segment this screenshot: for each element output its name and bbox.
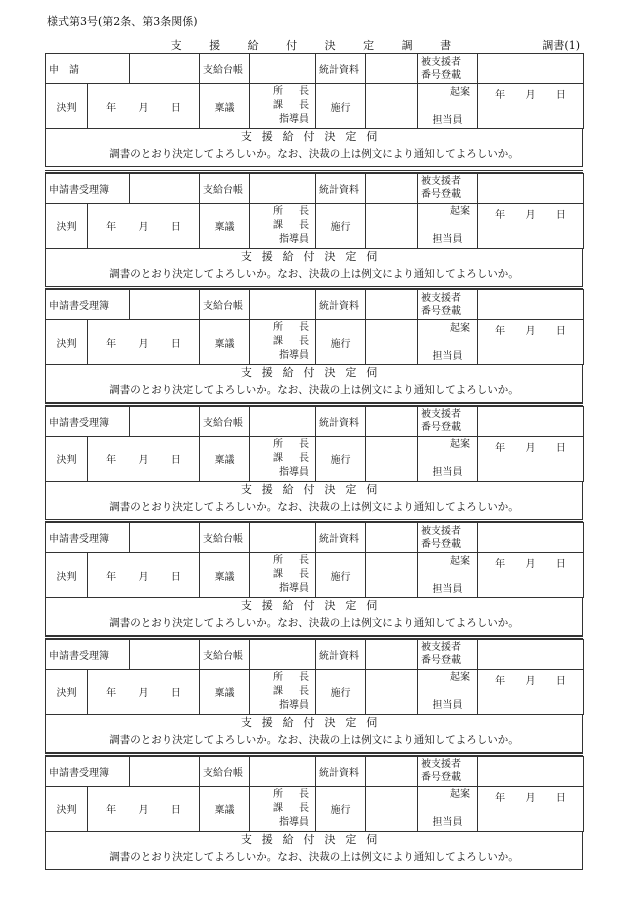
- first-label: 申請書受理簿: [49, 534, 109, 546]
- day-label: 日: [555, 442, 566, 454]
- registration-value-cell[interactable]: [478, 756, 584, 786]
- ketsuhan-label: 決判: [46, 203, 88, 248]
- shiko-value-cell[interactable]: [366, 553, 418, 598]
- statistics-value-cell[interactable]: [366, 54, 418, 84]
- ledger-value-cell[interactable]: [250, 54, 316, 84]
- registration-label-line1: 被支援者: [421, 525, 461, 537]
- ledger-value-cell[interactable]: [250, 523, 316, 553]
- first-value-cell[interactable]: [130, 523, 200, 553]
- kian-label: 起案: [450, 206, 470, 218]
- registration-value-cell[interactable]: [478, 290, 584, 320]
- registration-label: [418, 523, 478, 553]
- statistics-value-cell[interactable]: [366, 756, 418, 786]
- month-label: 月: [138, 805, 149, 817]
- decision-text: 調書のとおり決定してよろしいか。なお、決裁の上は例文により通知してよろしいか。: [45, 731, 583, 753]
- ketsuhan-label: 決判: [46, 553, 88, 598]
- first-value-cell[interactable]: [130, 173, 200, 203]
- day-label: 日: [170, 805, 181, 817]
- director-label: 所長: [273, 555, 325, 567]
- month-label: 月: [525, 675, 536, 687]
- approvers-cell: [250, 669, 325, 714]
- ledger-value-cell[interactable]: [250, 756, 316, 786]
- registration-label-line1: 被支援者: [421, 642, 461, 654]
- first-label: 申請書受理簿: [49, 184, 109, 196]
- registration-label-line2: 番号登載: [421, 305, 461, 317]
- director-label: 所長: [273, 322, 325, 334]
- year-label: 年: [495, 559, 506, 571]
- first-label-cell: [46, 290, 130, 320]
- ledger-label: 支給台帳: [200, 173, 250, 203]
- kian-date-cell[interactable]: [478, 553, 584, 598]
- instructor-label: 指導員: [279, 350, 309, 362]
- ketsuhan-label: 決判: [46, 84, 88, 129]
- decision-block: [45, 170, 583, 287]
- ketsuhan-date-cell[interactable]: [88, 786, 200, 831]
- registration-value-cell[interactable]: [478, 54, 584, 84]
- registration-label-line1: 被支援者: [421, 292, 461, 304]
- ringi-label: 稟議: [200, 84, 250, 129]
- decision-title: 支援給付決定伺: [45, 129, 583, 145]
- ledger-value-cell[interactable]: [250, 173, 316, 203]
- day-label: 日: [555, 792, 566, 804]
- year-label: 年: [495, 675, 506, 687]
- first-label-cell: [46, 54, 130, 84]
- ledger-label: 支給台帳: [200, 54, 250, 84]
- approvers-cell: [250, 786, 325, 831]
- year-label: 年: [106, 805, 117, 817]
- document-number: 調書(1): [542, 39, 580, 52]
- first-label: 申請書受理簿: [49, 650, 109, 662]
- first-value-cell[interactable]: [130, 54, 200, 84]
- section-chief-label: 課長: [273, 219, 325, 231]
- director-label: 所長: [273, 671, 325, 683]
- month-label: 月: [138, 571, 149, 583]
- kian-date-cell[interactable]: [478, 669, 584, 714]
- section-chief-label: 課長: [273, 569, 325, 581]
- first-label: 申請書受理簿: [49, 767, 109, 779]
- director-label: 所長: [273, 205, 325, 217]
- section-chief-label: 課長: [273, 685, 325, 697]
- ringi-label: 稟議: [200, 436, 250, 481]
- year-label: 年: [495, 442, 506, 454]
- day-label: 日: [170, 222, 181, 234]
- kian-date-cell[interactable]: [478, 84, 584, 129]
- first-label-cell: [46, 756, 130, 786]
- instructor-label: 指導員: [279, 699, 309, 711]
- day-label: 日: [555, 90, 566, 101]
- first-label: 申請書受理簿: [49, 417, 109, 429]
- statistics-value-cell[interactable]: [366, 523, 418, 553]
- day-label: 日: [170, 455, 181, 467]
- month-label: 月: [525, 792, 536, 804]
- tanto-label: 担当員: [432, 114, 463, 126]
- tanto-label: 担当員: [432, 700, 463, 712]
- first-label-cell: [46, 639, 130, 669]
- kian-label: 起案: [450, 439, 470, 451]
- decision-block: [45, 753, 583, 870]
- ledger-value-cell[interactable]: [250, 290, 316, 320]
- tanto-label: 担当員: [432, 467, 463, 479]
- year-label: 年: [106, 102, 117, 114]
- kian-label: 起案: [450, 86, 470, 98]
- shiko-label: 施行: [316, 553, 366, 598]
- statistics-label: 統計資料: [316, 54, 366, 84]
- decision-text: 調書のとおり決定してよろしいか。なお、決裁の上は例文により通知してよろしいか。: [45, 614, 583, 636]
- decision-text: 調書のとおり決定してよろしいか。なお、決裁の上は例文により通知してよろしいか。: [45, 848, 583, 870]
- first-value-cell[interactable]: [130, 290, 200, 320]
- decision-blocks: [45, 53, 583, 869]
- statistics-label: 統計資料: [316, 639, 366, 669]
- ledger-label: 支給台帳: [200, 639, 250, 669]
- day-label: 日: [170, 571, 181, 583]
- first-value-cell[interactable]: [130, 639, 200, 669]
- month-label: 月: [138, 455, 149, 467]
- instructor-label: 指導員: [279, 583, 309, 595]
- shiko-label: 施行: [316, 436, 366, 481]
- ketsuhan-date-cell[interactable]: [88, 669, 200, 714]
- decision-text: 調書のとおり決定してよろしいか。なお、決裁の上は例文により通知してよろしいか。: [45, 265, 583, 287]
- kian-cell: [418, 669, 478, 714]
- decision-table: [45, 289, 584, 365]
- ketsuhan-label: 決判: [46, 669, 88, 714]
- decision-text: 調書のとおり決定してよろしいか。なお、決裁の上は例文により通知してよろしいか。: [45, 145, 583, 167]
- shiko-label: 施行: [316, 669, 366, 714]
- statistics-value-cell[interactable]: [366, 639, 418, 669]
- kian-date-cell[interactable]: [478, 203, 584, 248]
- instructor-label: 指導員: [279, 466, 309, 478]
- registration-label-line2: 番号登載: [421, 422, 461, 434]
- kian-cell: [418, 203, 478, 248]
- ringi-label: 稟議: [200, 553, 250, 598]
- registration-label-line1: 被支援者: [421, 759, 461, 771]
- ketsuhan-date-cell[interactable]: [88, 84, 200, 129]
- ledger-label: 支給台帳: [200, 290, 250, 320]
- year-label: 年: [106, 222, 117, 234]
- year-label: 年: [495, 792, 506, 804]
- decision-block: [45, 636, 583, 753]
- registration-label-line2: 番号登載: [421, 189, 461, 201]
- instructor-label: 指導員: [279, 114, 309, 125]
- kian-label: 起案: [450, 672, 470, 684]
- day-label: 日: [170, 102, 181, 114]
- registration-label: [418, 756, 478, 786]
- registration-label-line2: 番号登載: [421, 772, 461, 784]
- month-label: 月: [525, 442, 536, 454]
- kian-date-cell[interactable]: [478, 320, 584, 365]
- first-label: 申 請: [49, 65, 79, 76]
- registration-label: [418, 406, 478, 436]
- kian-date-cell[interactable]: [478, 436, 584, 481]
- registration-label-line2: 番号登載: [421, 69, 461, 81]
- statistics-label: 統計資料: [316, 756, 366, 786]
- statistics-label: 統計資料: [316, 406, 366, 436]
- statistics-value-cell[interactable]: [366, 406, 418, 436]
- decision-title: 支援給付決定伺: [45, 482, 583, 498]
- approvers-cell: [250, 203, 325, 248]
- month-label: 月: [525, 209, 536, 221]
- ringi-label: 稟議: [200, 203, 250, 248]
- instructor-label: 指導員: [279, 816, 309, 828]
- registration-label-line1: 被支援者: [421, 176, 461, 188]
- director-label: 所長: [273, 788, 325, 800]
- first-label-cell: [46, 406, 130, 436]
- decision-block: [45, 519, 583, 636]
- year-label: 年: [495, 90, 506, 101]
- day-label: 日: [555, 209, 566, 221]
- decision-text: 調書のとおり決定してよろしいか。なお、決裁の上は例文により通知してよろしいか。: [45, 381, 583, 403]
- month-label: 月: [525, 90, 536, 101]
- kian-cell: [418, 320, 478, 365]
- registration-label-line2: 番号登載: [421, 655, 461, 667]
- kian-date-cell[interactable]: [478, 786, 584, 831]
- shiko-value-cell[interactable]: [366, 786, 418, 831]
- registration-label: [418, 173, 478, 203]
- decision-table: [45, 53, 584, 129]
- registration-label-line1: 被支援者: [421, 56, 461, 68]
- ringi-label: 稟議: [200, 786, 250, 831]
- approvers-cell: [250, 84, 325, 129]
- statistics-label: 統計資料: [316, 173, 366, 203]
- kian-cell: [418, 786, 478, 831]
- year-label: 年: [495, 326, 506, 338]
- approvers-cell: [250, 436, 325, 481]
- registration-label: [418, 54, 478, 84]
- tanto-label: 担当員: [432, 350, 463, 362]
- shiko-value-cell[interactable]: [366, 203, 418, 248]
- month-label: 月: [525, 326, 536, 338]
- year-label: 年: [106, 571, 117, 583]
- day-label: 日: [170, 688, 181, 700]
- shiko-value-cell[interactable]: [366, 84, 418, 129]
- registration-label-line2: 番号登載: [421, 538, 461, 550]
- first-value-cell[interactable]: [130, 756, 200, 786]
- statistics-label: 統計資料: [316, 523, 366, 553]
- ketsuhan-date-cell[interactable]: [88, 553, 200, 598]
- ledger-value-cell[interactable]: [250, 639, 316, 669]
- ringi-label: 稟議: [200, 669, 250, 714]
- ledger-label: 支給台帳: [200, 756, 250, 786]
- kian-label: 起案: [450, 322, 470, 334]
- shiko-label: 施行: [316, 84, 366, 129]
- decision-title: 支援給付決定伺: [45, 249, 583, 265]
- section-chief-label: 課長: [273, 100, 325, 111]
- registration-value-cell[interactable]: [478, 173, 584, 203]
- decision-title: 支援給付決定伺: [45, 715, 583, 731]
- kian-cell: [418, 553, 478, 598]
- month-label: 月: [138, 222, 149, 234]
- decision-text: 調書のとおり決定してよろしいか。なお、決裁の上は例文により通知してよろしいか。: [45, 498, 583, 520]
- day-label: 日: [555, 559, 566, 571]
- form-id: 様式第3号(第2条、第3条関係): [47, 15, 198, 28]
- ledger-label: 支給台帳: [200, 523, 250, 553]
- document-title: 支 援 給 付 決 定 調 書: [170, 39, 460, 52]
- month-label: 月: [525, 559, 536, 571]
- decision-table: [45, 639, 584, 715]
- statistics-value-cell[interactable]: [366, 173, 418, 203]
- kian-cell: [418, 84, 478, 129]
- ledger-value-cell[interactable]: [250, 406, 316, 436]
- decision-block: [45, 286, 583, 403]
- kian-label: 起案: [450, 555, 470, 567]
- shiko-value-cell[interactable]: [366, 436, 418, 481]
- ketsuhan-label: 決判: [46, 320, 88, 365]
- shiko-label: 施行: [316, 320, 366, 365]
- decision-table: [45, 756, 584, 832]
- decision-table: [45, 173, 584, 249]
- year-label: 年: [106, 338, 117, 350]
- shiko-label: 施行: [316, 786, 366, 831]
- registration-value-cell[interactable]: [478, 406, 584, 436]
- section-chief-label: 課長: [273, 452, 325, 464]
- kian-cell: [418, 436, 478, 481]
- month-label: 月: [138, 338, 149, 350]
- decision-block: [45, 403, 583, 520]
- day-label: 日: [170, 338, 181, 350]
- registration-label: [418, 639, 478, 669]
- registration-value-cell[interactable]: [478, 523, 584, 553]
- shiko-value-cell[interactable]: [366, 669, 418, 714]
- approvers-cell: [250, 553, 325, 598]
- month-label: 月: [138, 688, 149, 700]
- month-label: 月: [138, 102, 149, 114]
- approvers-cell: [250, 320, 325, 365]
- instructor-label: 指導員: [279, 233, 309, 245]
- ketsuhan-date-cell[interactable]: [88, 320, 200, 365]
- ledger-label: 支給台帳: [200, 406, 250, 436]
- day-label: 日: [555, 675, 566, 687]
- decision-table: [45, 522, 584, 598]
- ketsuhan-date-cell[interactable]: [88, 436, 200, 481]
- decision-title: 支援給付決定伺: [45, 598, 583, 614]
- tanto-label: 担当員: [432, 234, 463, 246]
- statistics-value-cell[interactable]: [366, 290, 418, 320]
- decision-table: [45, 406, 584, 482]
- day-label: 日: [555, 326, 566, 338]
- registration-label: [418, 290, 478, 320]
- registration-value-cell[interactable]: [478, 639, 584, 669]
- ketsuhan-date-cell[interactable]: [88, 203, 200, 248]
- director-label: 所長: [273, 438, 325, 450]
- section-chief-label: 課長: [273, 336, 325, 348]
- year-label: 年: [106, 455, 117, 467]
- year-label: 年: [106, 688, 117, 700]
- section-chief-label: 課長: [273, 802, 325, 814]
- first-label-cell: [46, 523, 130, 553]
- registration-label-line1: 被支援者: [421, 409, 461, 421]
- ringi-label: 稟議: [200, 320, 250, 365]
- first-value-cell[interactable]: [130, 406, 200, 436]
- decision-title: 支援給付決定伺: [45, 365, 583, 381]
- ketsuhan-label: 決判: [46, 786, 88, 831]
- first-label-cell: [46, 173, 130, 203]
- shiko-value-cell[interactable]: [366, 320, 418, 365]
- first-label: 申請書受理簿: [49, 301, 109, 313]
- director-label: 所長: [273, 86, 325, 97]
- decision-block: [45, 53, 583, 170]
- ketsuhan-label: 決判: [46, 436, 88, 481]
- tanto-label: 担当員: [432, 817, 463, 829]
- year-label: 年: [495, 209, 506, 221]
- statistics-label: 統計資料: [316, 290, 366, 320]
- shiko-label: 施行: [316, 203, 366, 248]
- kian-label: 起案: [450, 789, 470, 801]
- tanto-label: 担当員: [432, 583, 463, 595]
- decision-title: 支援給付決定伺: [45, 832, 583, 848]
